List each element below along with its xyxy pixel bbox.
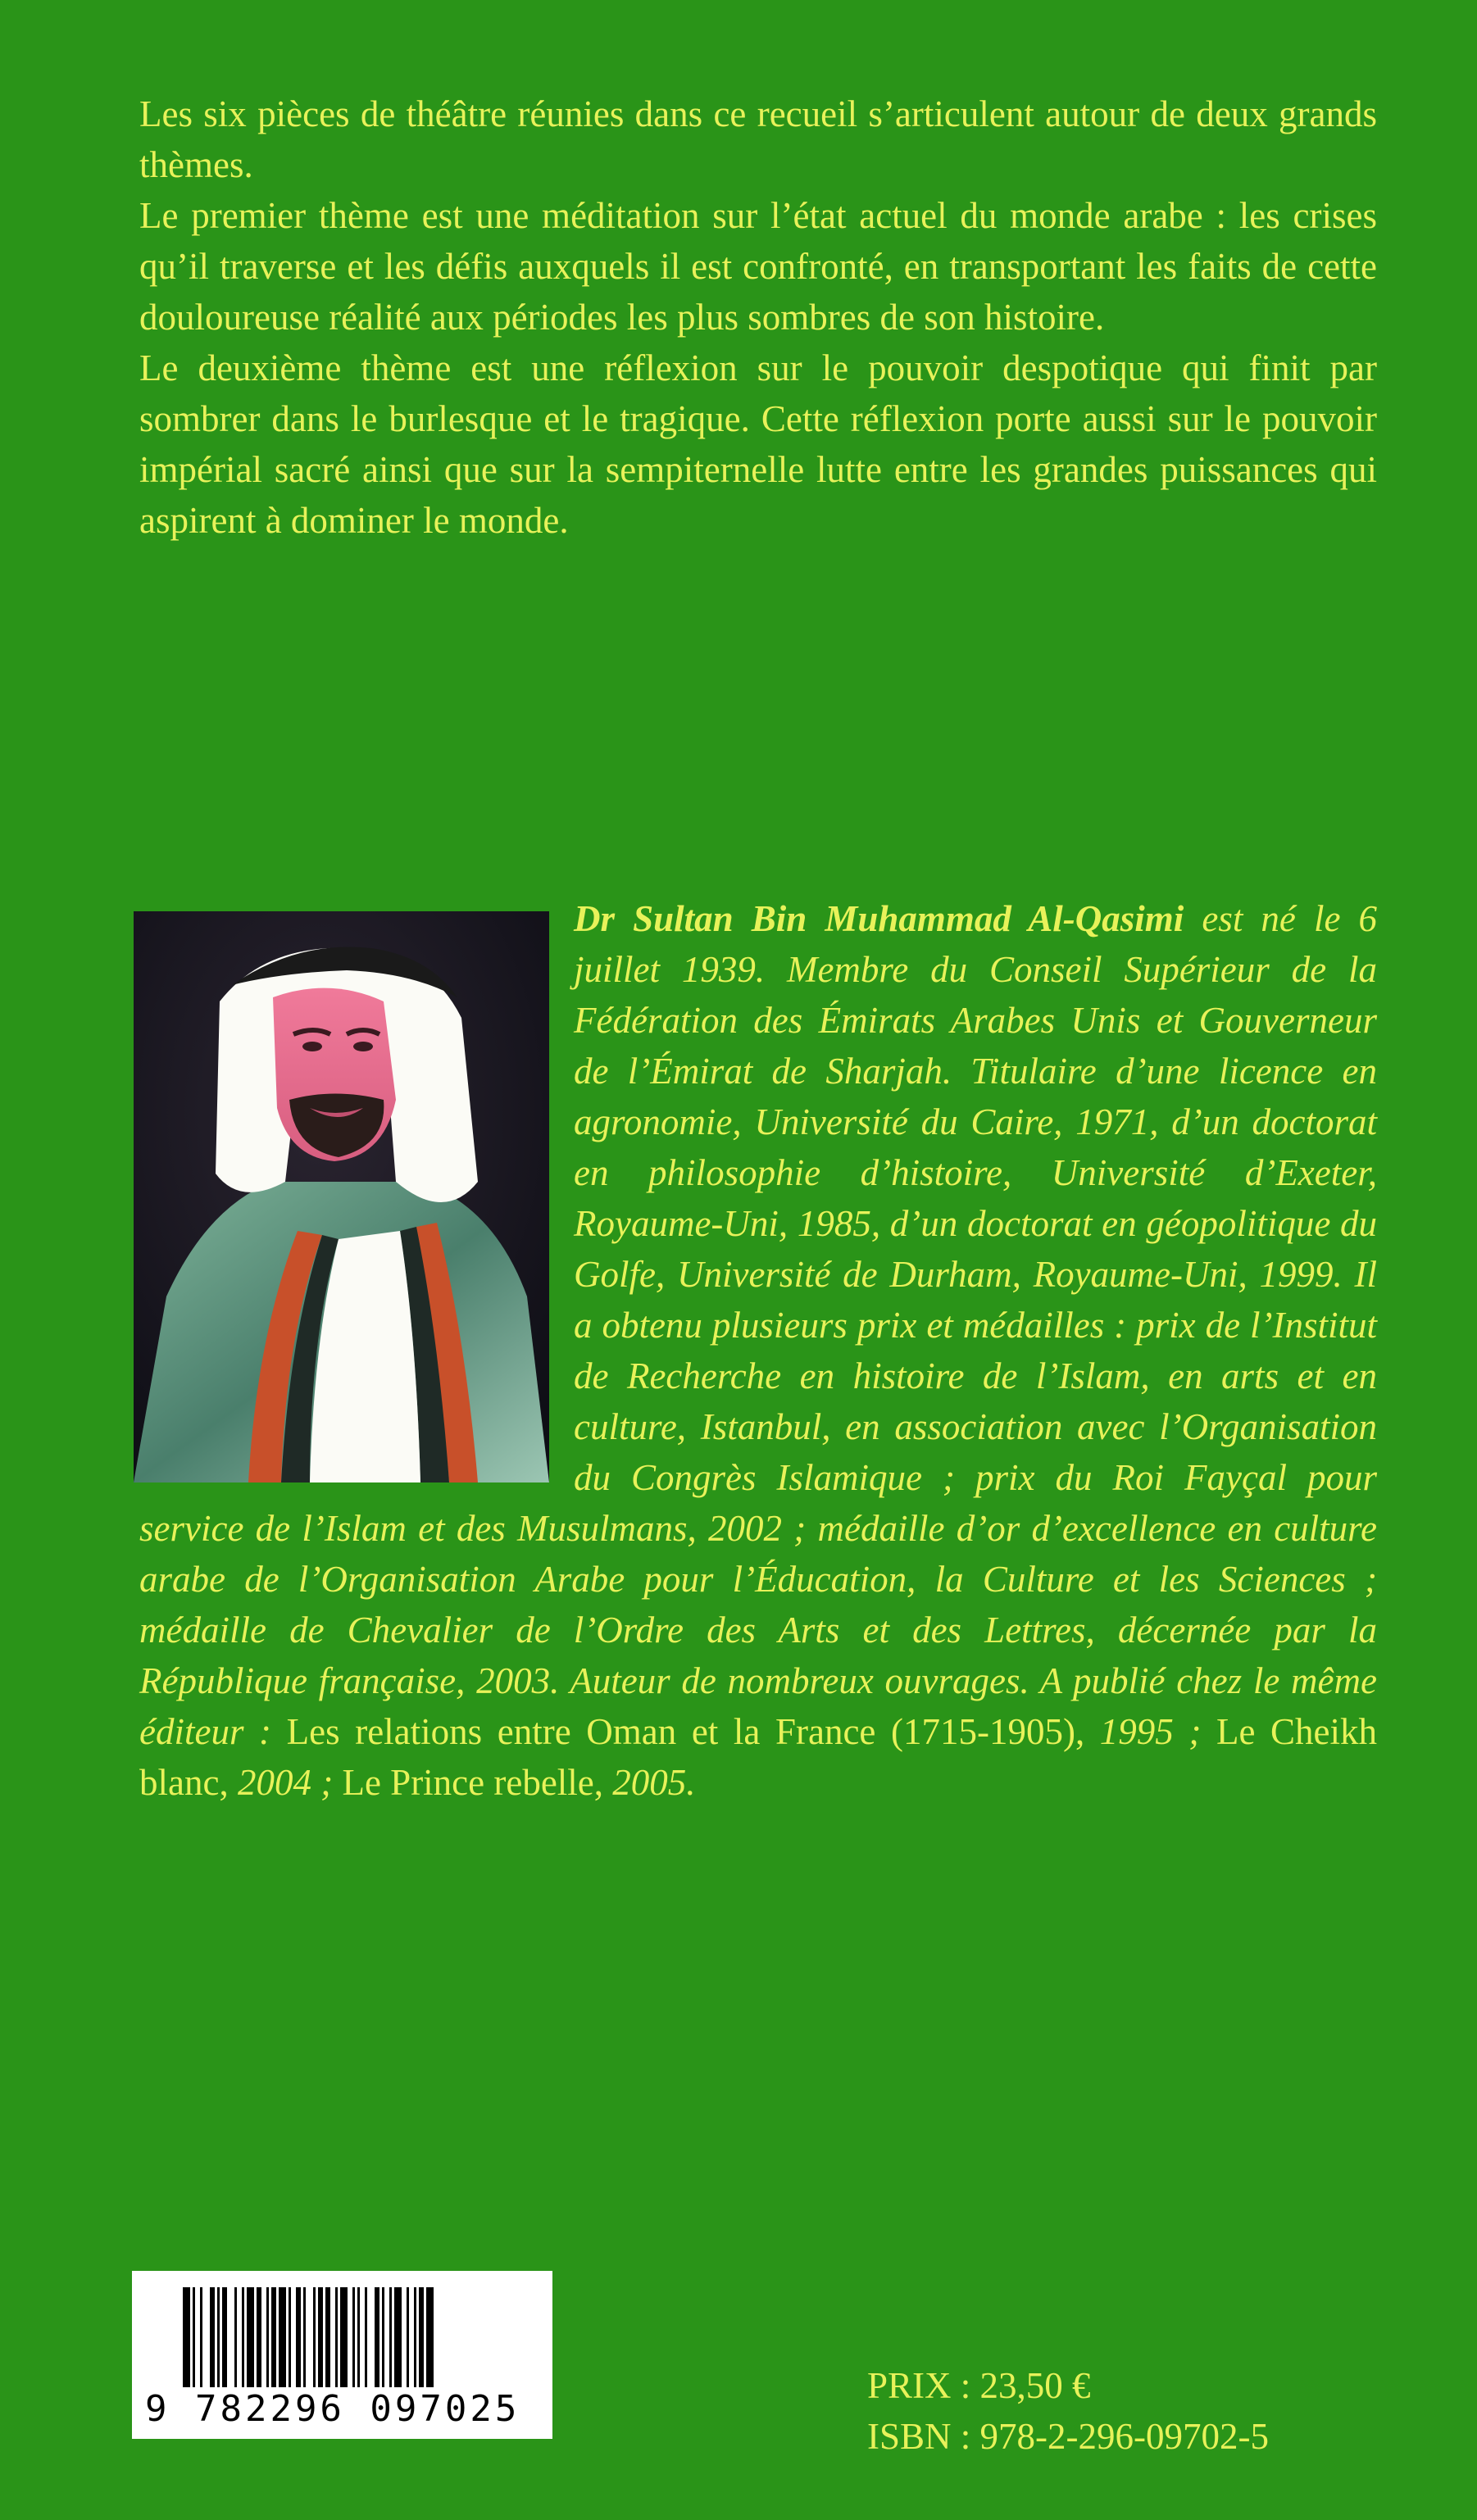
- barcode-bar: [242, 2287, 244, 2387]
- barcode-bar: [271, 2287, 276, 2387]
- barcode-bar: [296, 2287, 301, 2387]
- barcode: [132, 2271, 552, 2439]
- work-title-3: Le Prince rebelle,: [342, 1762, 604, 1803]
- barcode-bar: [365, 2287, 367, 2387]
- barcode-bar: [234, 2287, 237, 2387]
- barcode-bar: [357, 2287, 360, 2387]
- barcode-bar: [382, 2287, 384, 2387]
- barcode-bar: [414, 2287, 416, 2387]
- price-label: PRIX : 23,50 €: [867, 2365, 1091, 2406]
- barcode-bar: [193, 2287, 195, 2387]
- barcode-bar: [266, 2287, 269, 2387]
- work-year-1: 1995: [1099, 1711, 1174, 1752]
- synopsis-paragraph-2: Le premier thème est une méditation sur l’état actuel du monde arabe : les crises qu’il traverse et les défis auxquels il est confronté, en transportant les faits de cette douloureuse réalité aux périodes les plus sombres de son histoire.: [139, 195, 1377, 338]
- barcode-bar: [352, 2287, 355, 2387]
- barcode-bar: [222, 2287, 227, 2387]
- synopsis: [139, 89, 1377, 546]
- barcode-bar: [289, 2287, 291, 2387]
- barcode-bar: [318, 2287, 323, 2387]
- barcode-bar: [375, 2287, 379, 2387]
- barcode-bar: [389, 2287, 392, 2387]
- barcode-bar: [340, 2287, 348, 2387]
- synopsis-paragraph-1: Les six pièces de théâtre réunies dans ce recueil s’articulent autour de deux grands thèmes.: [139, 93, 1377, 185]
- barcode-bar: [183, 2287, 190, 2387]
- barcode-bar: [426, 2287, 434, 2387]
- barcode-bar: [217, 2287, 220, 2387]
- work-title-2: Le Cheikh blanc,: [139, 1711, 1378, 1803]
- price-block: [867, 2360, 1269, 2462]
- barcode-bar: [247, 2287, 254, 2387]
- work-year-2: 2004: [237, 1762, 311, 1803]
- barcode-bar: [279, 2287, 286, 2387]
- barcode-bars: [183, 2287, 502, 2387]
- synopsis-paragraph-3: Le deuxième thème est une réflexion sur le pouvoir despotique qui finit par sombrer dans le burlesque et le tragique. Cette réflexion porte aussi sur le pouvoir impérial sacré ainsi que sur la sempiternelle lutte entre les grandes puissances qui aspirent à dominer le monde.: [139, 347, 1377, 541]
- barcode-bar: [325, 2287, 330, 2387]
- work-sep-1: ;: [1173, 1711, 1202, 1752]
- barcode-bar: [210, 2287, 215, 2387]
- barcode-bar: [257, 2287, 261, 2387]
- author-bio-text: est né le 6 juillet 1939. Membre du Conseil Supérieur de la Fédération des Émirats Arabes Unis et Gouverneur de l’Émirat de Sharjah. Titulaire d’une licence en agronomie, Université du Caire, 1971, d’un doctorat en philosophie d’histoire, Université d’Exeter, Royaume-Uni, 1985, d’un doctorat en géopolitique du Golfe, Université de Durham, Royaume-Uni, 1999. Il a obtenu plusieurs prix et médailles : prix de l’Institut de Recherche en histoire de l’Islam, en arts et en culture, Istanbul, en association avec l’Organisation du Congrès Islamique ; prix du Roi Fayçal pour service de l’Islam et des Musulmans, 2002 ; médaille d’or d’excellence en culture arabe de l’Organisation Arabe pour l’Éducation, la Culture et les Sciences ; médaille de Chevalier de l’Ordre des Arts et des Lettres, décernée par la République française, 2003. Auteur de nombreux ouvrages. A publié chez le même éditeur :: [139, 898, 1377, 1752]
- author-portrait-image: [134, 911, 549, 1482]
- barcode-bar: [394, 2287, 402, 2387]
- barcode-bar: [335, 2287, 338, 2387]
- barcode-digits: 9 782296 097025: [145, 2388, 520, 2430]
- work-year-3: 2005: [612, 1762, 687, 1803]
- work-sep-2: ;: [311, 1762, 334, 1803]
- isbn-label: ISBN : 978-2-296-09702-5: [867, 2416, 1269, 2457]
- author-name: Dr Sultan Bin Muhammad Al-Qasimi: [574, 898, 1184, 939]
- barcode-bar: [303, 2287, 306, 2387]
- barcode-bar: [313, 2287, 316, 2387]
- barcode-bar: [419, 2287, 424, 2387]
- barcode-bar: [407, 2287, 409, 2387]
- work-sep-3: .: [686, 1762, 696, 1803]
- barcode-bar: [200, 2287, 202, 2387]
- author-portrait: [134, 911, 549, 1482]
- work-title-1: Les relations entre Oman et la France (1715-1905),: [286, 1711, 1085, 1752]
